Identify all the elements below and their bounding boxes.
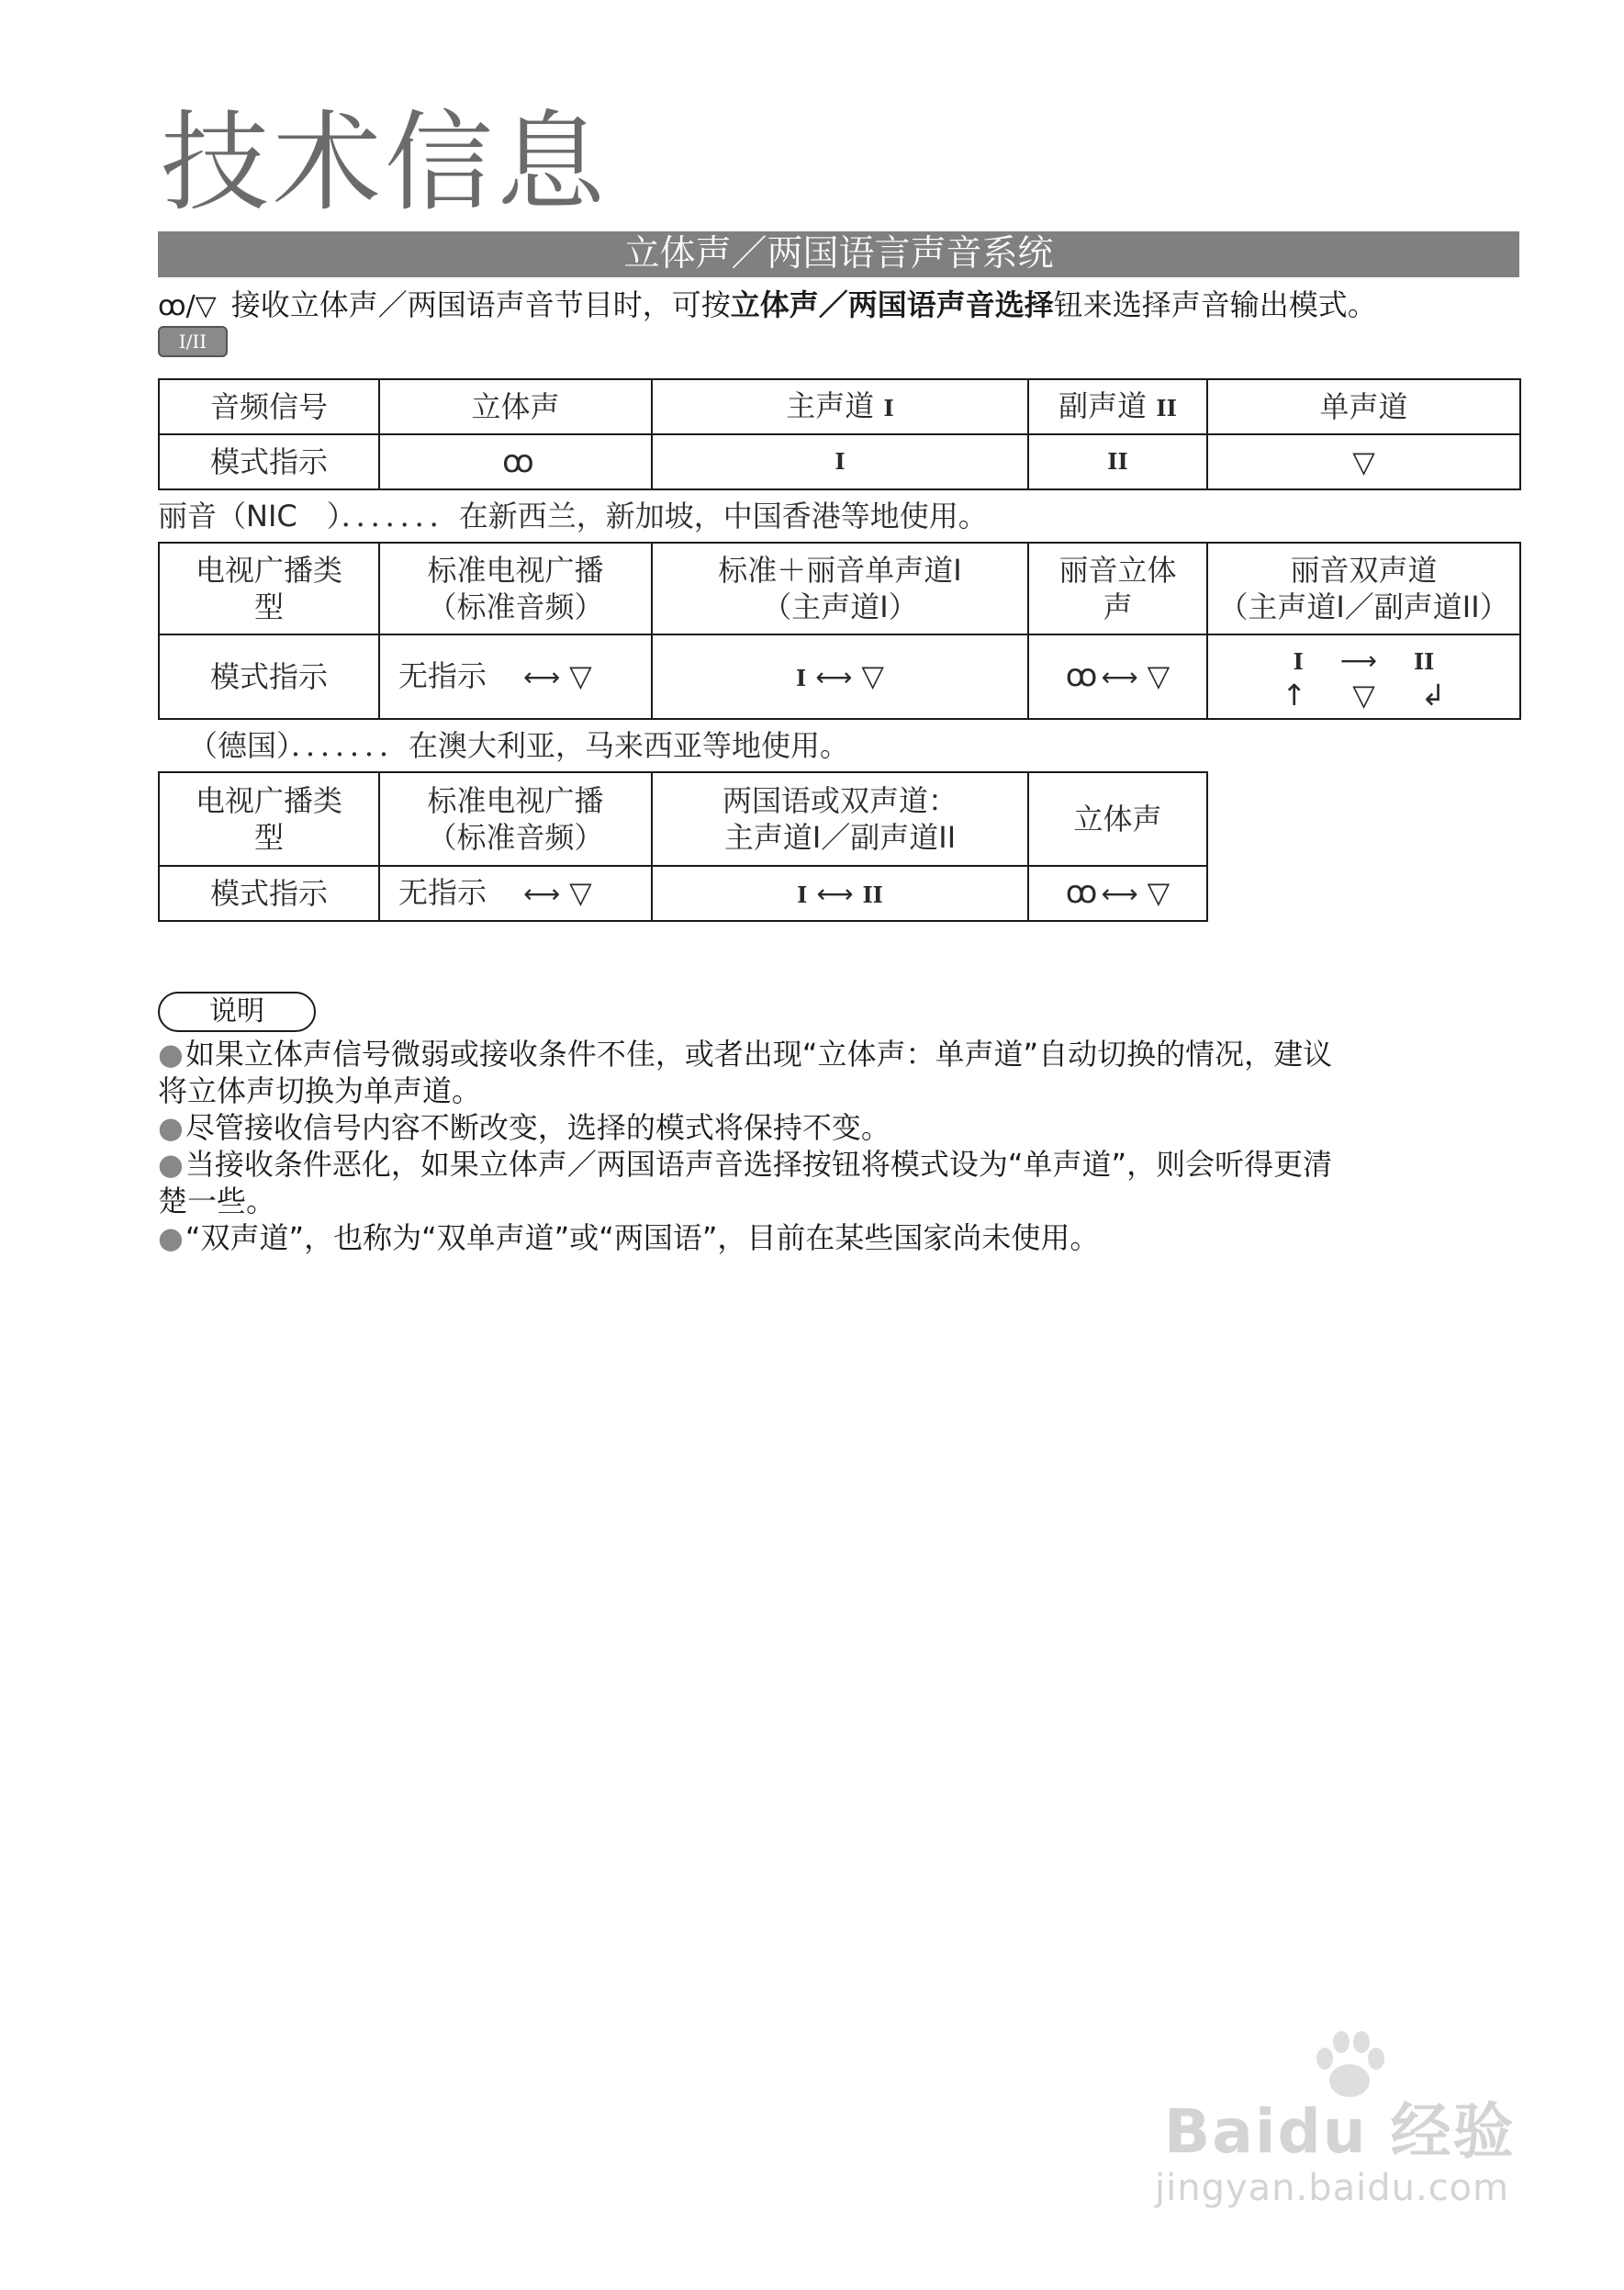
sub-channel-icon: II — [1028, 434, 1207, 489]
mono-icon: ▽ — [861, 657, 884, 693]
intro-bold-button-name: 立体声／两国语声音选择 — [730, 287, 1054, 322]
intro-text — [158, 285, 1526, 327]
table-header: 标准电视广播 （标准音频） — [379, 772, 652, 866]
stereo-icon: ꝏ — [379, 434, 652, 489]
notes-list — [158, 1036, 1526, 1256]
sub-channel-icon: II — [862, 881, 883, 908]
audio-signal-table — [158, 378, 1521, 490]
table-header: 丽音双声道 （主声道I／副声道II） — [1207, 543, 1520, 634]
watermark-logo: Baidu 经验 — [1164, 2096, 1516, 2167]
row-label: 模式指示 — [159, 634, 379, 719]
sound-select-button-icon: I/II — [158, 326, 228, 357]
nicam-table — [158, 542, 1521, 720]
stereo-mono-symbol-icon: ꝏ/▽ — [158, 290, 217, 322]
up-arrow-icon: ↑ — [1282, 677, 1307, 713]
double-arrow-icon: ⟷ — [815, 661, 853, 692]
sub-channel-icon: II — [1413, 647, 1435, 675]
double-arrow-icon: ⟷ — [816, 878, 854, 909]
table-header: 立体声 — [379, 379, 652, 434]
mode-cell — [652, 866, 1028, 921]
stereo-icon: ꝏ — [1065, 657, 1092, 694]
nicam-caption: 丽音（NIC ）．．．．．．．在新西兰，新加坡，中国香港等地使用。 — [158, 499, 988, 533]
double-arrow-icon: ⟷ — [523, 879, 561, 909]
table-header: 电视广播类 型 — [159, 772, 379, 866]
table-header: 标准＋丽音单声道I （主声道I） — [652, 543, 1028, 634]
return-arrow-icon: ↲ — [1420, 677, 1446, 713]
note-label: 说明 — [158, 992, 316, 1032]
german-caption: （德国）．．．．．．．在澳大利亚，马来西亚等地使用。 — [188, 728, 850, 763]
mode-cell — [1028, 634, 1207, 719]
list-item: ●当接收条件恶化，如果立体声／两国语声音选择按钮将模式设为“单声道”，则会听得更清 — [158, 1147, 1333, 1182]
mode-cell — [1207, 634, 1520, 719]
stereo-icon: ꝏ — [1065, 874, 1092, 911]
main-channel-icon: I — [796, 664, 807, 691]
page-title: 技术信息 — [161, 99, 610, 226]
row-label: 模式指示 — [159, 434, 379, 489]
mono-icon: ▽ — [1352, 677, 1375, 713]
table-header: 音频信号 — [159, 379, 379, 434]
double-arrow-icon: ⟷ — [1101, 662, 1138, 692]
list-item: 楚一些。 — [158, 1184, 276, 1218]
table-header: 丽音立体 声 — [1028, 543, 1207, 634]
table-header: 两国语或双声道： 主声道I／副声道II — [652, 772, 1028, 866]
table-header: 标准电视广播 （标准音频） — [379, 543, 652, 634]
list-item: ●尽管接收信号内容不断改变，选择的模式将保持不变。 — [158, 1110, 890, 1145]
table-row — [159, 866, 1207, 921]
double-arrow-icon: ⟷ — [523, 662, 561, 692]
watermark-url: jingyan.baidu.com — [1155, 2167, 1510, 2209]
table-row — [159, 379, 1520, 434]
mono-icon: ▽ — [569, 875, 592, 910]
mono-icon: ▽ — [569, 658, 592, 693]
table-row — [159, 772, 1207, 866]
list-item: 将立体声切换为单声道。 — [158, 1073, 482, 1108]
table-row — [159, 434, 1520, 489]
double-arrow-icon: ⟷ — [1101, 879, 1138, 909]
main-channel-icon: I — [1293, 647, 1304, 675]
table-row — [159, 543, 1520, 634]
section-heading: 立体声／两国语言声音系统 — [158, 231, 1519, 277]
table-row — [159, 634, 1520, 719]
table-header: 立体声 — [1028, 772, 1207, 866]
list-item: ●“双声道”，也称为“双单声道”或“两国语”，目前在某些国家尚未使用。 — [158, 1220, 1100, 1255]
main-channel-icon: I — [652, 434, 1028, 489]
main-channel-icon: I — [797, 881, 808, 908]
table-header: 副声道 II — [1028, 379, 1207, 434]
table-header: 单声道 — [1207, 379, 1520, 434]
table-header: 主声道 I — [652, 379, 1028, 434]
intro-text-a: 接收立体声／两国语声音节目时，可按 — [230, 287, 731, 322]
mono-icon: ▽ — [1147, 658, 1170, 693]
mode-cell: 无指示 ⟷ ▽ — [379, 866, 652, 921]
german-table — [158, 771, 1208, 922]
row-label: 模式指示 — [159, 866, 379, 921]
mode-cell — [1028, 866, 1207, 921]
mono-icon: ▽ — [1147, 875, 1170, 910]
table-header: 电视广播类 型 — [159, 543, 379, 634]
mode-cell — [652, 634, 1028, 719]
intro-text-b: 钮来选择声音输出模式。 — [1053, 287, 1377, 322]
list-item: ●如果立体声信号微弱或接收条件不佳，或者出现“立体声：单声道”自动切换的情况，建议 — [158, 1037, 1333, 1072]
right-arrow-icon: ⟶ — [1339, 645, 1377, 676]
mode-cell: 无指示 ⟷ ▽ — [379, 634, 652, 719]
mono-icon: ▽ — [1207, 434, 1520, 489]
